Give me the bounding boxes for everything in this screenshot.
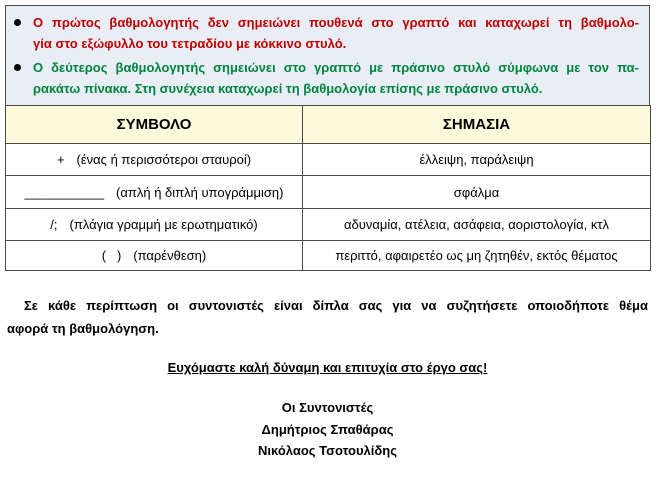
signature-name: Δημήτριος Σπαθάρας xyxy=(261,421,394,437)
symbol-header: ΣΥΜΒΟΛΟ xyxy=(6,106,303,144)
meaning-cell: περιττό, αφαιρετέο ως μη ζητηθέν, εκτός θέματος xyxy=(303,241,651,271)
bullet-icon xyxy=(14,64,21,71)
symbol-mark: + xyxy=(56,152,65,167)
signature-block xyxy=(5,397,650,462)
symbol-mark: /; xyxy=(50,217,58,232)
symbol-description: (ένας ή περισσότεροι σταυροί) xyxy=(76,152,252,167)
signature-title: Οι Συντονιστές xyxy=(281,400,374,415)
table-header-row xyxy=(6,106,651,144)
symbol-description: (πλάγια γραμμή με ερωτηματικό) xyxy=(69,217,258,232)
table-row xyxy=(6,209,651,241)
symbol-cell xyxy=(6,144,303,176)
symbol-cell xyxy=(6,209,303,241)
bullet-icon xyxy=(14,19,21,26)
instructions-frame xyxy=(5,5,650,271)
note-line: γία στο εξώφυλλο του τετραδίου με κόκκινο στυλό. xyxy=(33,36,347,51)
paragraph-line: Σε κάθε περίπτωση οι συντονιστές είναι δίπλα σας για να συζητήσετε οποιοδήποτε θέμα xyxy=(24,298,648,313)
coordinators-paragraph xyxy=(7,294,648,340)
meaning-cell: σφάλμα xyxy=(303,176,651,209)
note-line: Ο πρώτος βαθμολογητής δεν σημειώνει πουθενά στο γραπτό και καταχωρεί τη βαθμολο- xyxy=(33,15,639,30)
grader-notes-box xyxy=(5,5,650,105)
meaning-cell: αδυναμία, ατέλεια, ασάφεια, αοριστολογία, κτλ xyxy=(303,209,651,241)
note-line: Ο δεύτερος βαθμολογητής σημειώνει στο γραπτό με πράσινο στυλό σύμφωνα με τον πα- xyxy=(33,60,639,75)
bullet-first-grader xyxy=(33,12,639,54)
symbols-table xyxy=(5,105,651,271)
meaning-cell: έλλειψη, παράλειψη xyxy=(303,144,651,176)
paragraph-line: αφορά τη βαθμολόγηση. xyxy=(7,321,159,336)
note-line: ρακάτω πίνακα. Στη συνέχεια καταχωρεί τη βαθμολογία επίσης με πράσινο στυλό. xyxy=(33,81,543,96)
symbol-cell xyxy=(6,241,303,271)
closing-wish xyxy=(5,357,650,379)
table-row xyxy=(6,144,651,176)
symbol-cell xyxy=(6,176,303,209)
symbol-mark: ___________ xyxy=(24,184,105,200)
symbol-description: (παρένθεση) xyxy=(133,248,207,263)
signature-name: Νικόλαος Τσοτουλίδης xyxy=(258,443,397,458)
meaning-header: ΣΗΜΑΣΙΑ xyxy=(303,106,651,144)
table-row xyxy=(6,241,651,271)
symbol-description: (απλή ή διπλή υπογράμμιση) xyxy=(116,184,284,200)
symbol-mark: ( ) xyxy=(101,248,122,263)
bullet-second-grader xyxy=(33,57,639,99)
table-row xyxy=(6,176,651,209)
closing-text: Ευχόμαστε καλή δύναμη και επιτυχία στο έργο σας! xyxy=(167,360,488,375)
